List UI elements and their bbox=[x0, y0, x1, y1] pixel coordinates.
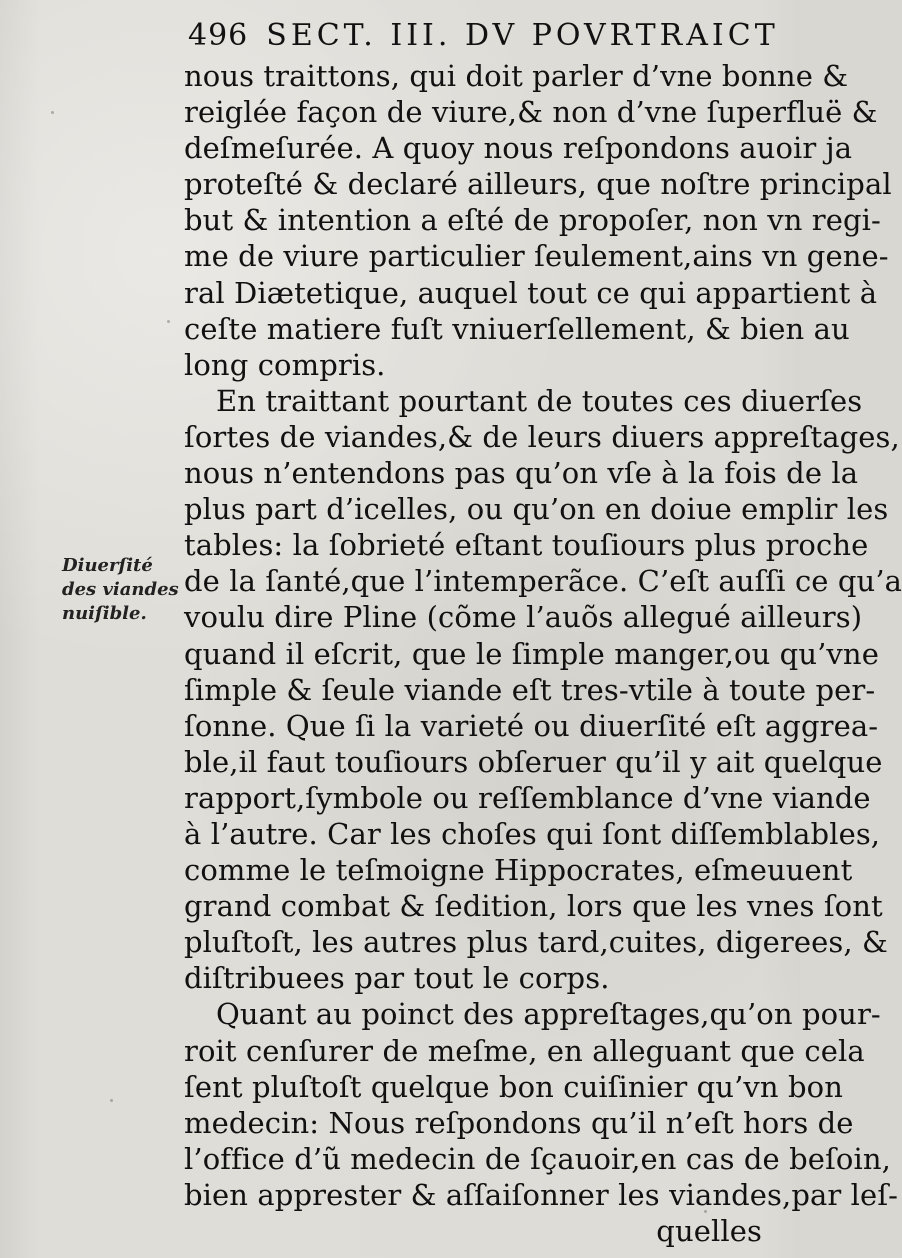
text-line: de la ſanté,que l’intemperãce. C’eſt auſſi ce qu’a bbox=[184, 564, 902, 599]
text-line: ſent pluſtoſt quelque bon cuiſinier qu’vn bon bbox=[184, 1069, 843, 1104]
text-line: nous traittons, qui doit parler d’vne bonne & bbox=[184, 59, 849, 93]
text-line: me de viure particulier ſeulement,ains vn gene- bbox=[184, 239, 889, 274]
text-line: deſmeſurée. A quoy nous reſpondons auoir ja bbox=[184, 131, 853, 166]
paper-speck bbox=[110, 1099, 113, 1102]
text-line: long compris. bbox=[184, 347, 386, 382]
text-line: rapport,ſymbole ou reſſemblance d’vne viande bbox=[184, 780, 871, 815]
text-line: pluſtoſt, les autres plus tard,cuites, digerees, & bbox=[184, 925, 888, 960]
text-line: plus part d’icelles, ou qu’on en doiue emplir les bbox=[184, 492, 889, 527]
text-line: roit cenſurer de meſme, en alleguant que cela bbox=[184, 1033, 865, 1068]
main-text bbox=[184, 58, 902, 1249]
text-line: ſonne. Que ſi la varieté ou diuerſité eſt aggrea- bbox=[184, 708, 879, 743]
section-title: SECT. III. DV POVRTRAICT bbox=[266, 18, 779, 53]
text-line: voulu dire Pline (cõme l’auõs allegué ailleurs) bbox=[184, 600, 863, 635]
text-line: ſimple & ſeule viande eſt tres-vtile à toute per- bbox=[184, 672, 876, 707]
page-number: 496 bbox=[188, 18, 249, 53]
margin-note-line: nuiſible. bbox=[62, 603, 147, 624]
paper-speck bbox=[51, 111, 54, 114]
text-line: but & intention a eſté de propoſer, non vn regi- bbox=[184, 203, 881, 238]
text-line: ral Diætetique, auquel tout ce qui appartient à bbox=[184, 275, 878, 310]
text-line: comme le teſmoigne Hippocrates, eſmeuuent bbox=[184, 853, 853, 888]
text-line: reiglée façon de viure,& non d’vne ſuperfluë & bbox=[184, 95, 878, 130]
text-line: nous n’entendons pas qu’on vſe à la fois de la bbox=[184, 456, 859, 491]
text-line: quand il eſcrit, que le ſimple manger,ou qu’vne bbox=[184, 636, 879, 671]
text-line: ſortes de viandes,& de leurs diuers appreſtages, bbox=[184, 419, 900, 454]
text-line: proteſté & declaré ailleurs, que noſtre principal bbox=[184, 167, 892, 202]
text-line: à l’autre. Car les choſes qui ſont diſſemblables, bbox=[184, 816, 881, 851]
text-line: medecin: Nous reſpondons qu’il n’eſt hors de bbox=[184, 1105, 854, 1140]
text-line: bien apprester & aſſaiſonner les viandes,par leſ- bbox=[184, 1177, 899, 1212]
text-line: En traittant pourtant de toutes ces diuerſes bbox=[216, 383, 863, 418]
paper-speck bbox=[704, 1210, 707, 1213]
margin-note-line: Diuerſité bbox=[62, 555, 153, 576]
paper-speck bbox=[167, 320, 170, 323]
text-line: diſtribuees par tout le corps. bbox=[184, 961, 610, 996]
margin-note-line: des viandes bbox=[62, 579, 179, 600]
text-line: tables: la ſobrieté eſtant touſiours plus proche bbox=[184, 528, 869, 563]
catchword: quelles bbox=[656, 1214, 762, 1248]
text-line: ceſte matiere fuſt vniuerſellement, & bien au bbox=[184, 311, 850, 346]
text-line: grand combat & ſedition, lors que les vnes ſont bbox=[184, 889, 883, 924]
text-line: ble,il faut touſiours obſeruer qu’il y ait quelque bbox=[184, 744, 883, 779]
margin-note bbox=[62, 554, 192, 626]
text-line: l’office d’ũ medecin de ſçauoir,en cas de beſoin, bbox=[184, 1141, 891, 1176]
text-line: Quant au poinct des appreſtages,qu’on pour- bbox=[216, 997, 881, 1032]
